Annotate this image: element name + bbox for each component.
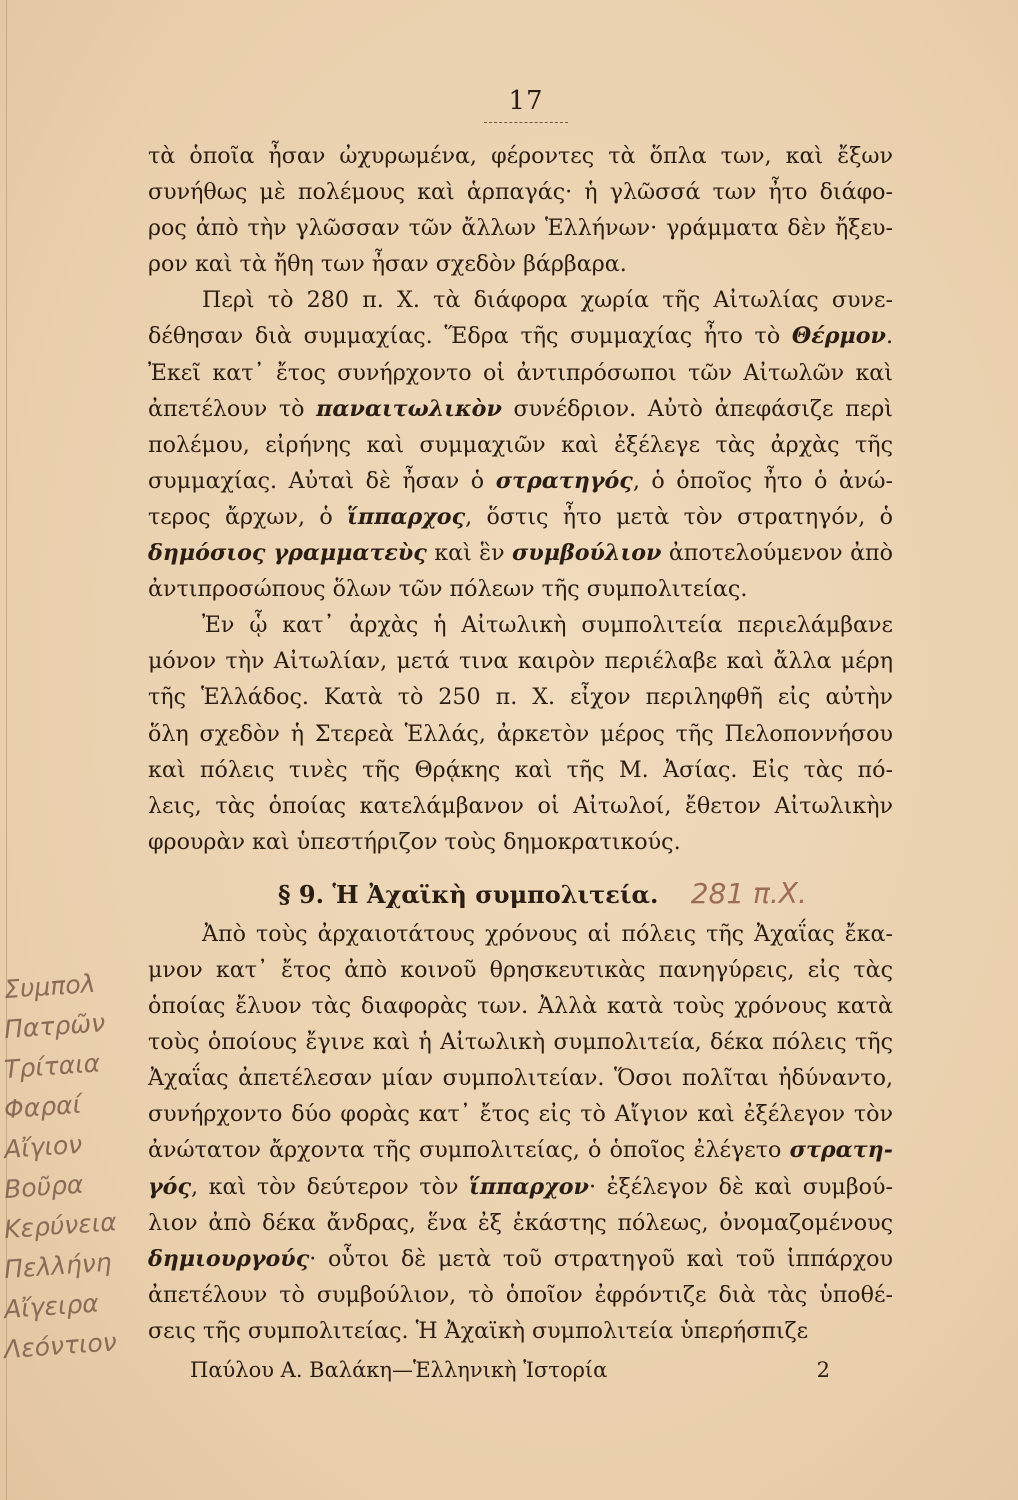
text-segment: πολέμου, εἰρήνης καὶ συμμαχιῶν καὶ ἐξέλεγε τὰς ἀρχὰς τῆς bbox=[148, 431, 893, 458]
page-footer bbox=[190, 1358, 830, 1382]
emphasized-term: στρατη- bbox=[789, 1137, 893, 1164]
text-line bbox=[148, 1132, 893, 1168]
text-line bbox=[148, 1277, 893, 1313]
paragraph-achaean-league bbox=[148, 916, 893, 1349]
emphasized-term: δημόσιος γραμματεὺς bbox=[148, 540, 427, 567]
margin-note: Πελλήνη bbox=[3, 1247, 113, 1285]
text-line bbox=[148, 282, 893, 318]
text-segment: λιον ἀπὸ δέκα ἄνδρας, ἕνα ἐξ ἑκάστης πόλεως, ὀνομαζομένους bbox=[148, 1209, 893, 1236]
text-line bbox=[148, 1024, 893, 1060]
emphasized-term: ἵππαρχον bbox=[469, 1173, 589, 1200]
text-segment: Ἀπὸ τοὺς ἀρχαιοτάτους χρόνους αἱ πόλεις τῆς Ἀχαΐας ἔκα- bbox=[202, 920, 893, 947]
margin-note: Αἴγιον bbox=[3, 1129, 84, 1165]
page-number-rule bbox=[484, 122, 568, 123]
footer-author-title: Παύλου Α. Βαλάκη—Ἑλληνικὴ Ἱστορία bbox=[190, 1358, 608, 1382]
text-segment: συμμαχίας. Αὐταὶ δὲ ἦσαν ὁ bbox=[148, 467, 496, 494]
text-segment: Περὶ τὸ 280 π. Χ. τὰ διάφορα χωρία τῆς Αἰτωλίας συνε- bbox=[202, 287, 893, 314]
margin-note: Κερύνεια bbox=[3, 1207, 118, 1245]
text-segment: · οὗτοι δὲ μετὰ τοῦ στρατηγοῦ καὶ τοῦ ἱππάρχου bbox=[309, 1245, 893, 1272]
text-line: τῆς Ἑλλάδος. Κατὰ τὸ 250 π. Χ. εἶχον περιληφθῆ εἰς αὐτὴν bbox=[148, 684, 893, 711]
text-segment: . bbox=[885, 323, 893, 350]
text-line: μόνον τὴν Αἰτωλίαν, μετά τινα καιρὸν περιέλαβε καὶ ἄλλα μέρη bbox=[148, 648, 893, 675]
text-segment: ἀποτελούμενον ἀπὸ bbox=[661, 540, 893, 567]
text-segment: , ὁ ὁποῖος ἦτο ὁ ἀνώ- bbox=[632, 467, 893, 494]
heading-handwritten-annotation: 281 π.Χ. bbox=[690, 876, 807, 910]
text-line: ὅλη σχεδὸν ἡ Στερεὰ Ἑλλάς, ἀρκετὸν μέρος τῆς Πελοποννήσου bbox=[148, 720, 893, 747]
text-line bbox=[148, 571, 893, 607]
text-line bbox=[148, 988, 893, 1024]
emphasized-term: γός bbox=[148, 1173, 191, 1200]
emphasized-term: Θέρμον bbox=[791, 323, 886, 350]
text-line: ρον καὶ τὰ ἤθη των ἦσαν σχεδὸν βάρβαρα. bbox=[148, 251, 627, 278]
text-segment: συνήρχοντο δύο φορὰς κατ᾿ ἔτος εἰς τὸ Αἴγιον καὶ ἐξέλεγον τὸν bbox=[148, 1101, 893, 1128]
text-line: φρουρὰν καὶ ὑπεστήριζον τοὺς δημοκρατικούς. bbox=[148, 828, 681, 855]
text-segment: ἀνώτατον ἄρχοντα τῆς συμπολιτείας, ὁ ὁποῖος ἐλέγετο bbox=[148, 1137, 790, 1164]
text-line bbox=[148, 1205, 893, 1241]
margin-note: Φαραί bbox=[3, 1089, 82, 1125]
text-segment: ἀπετέλουν τὸ bbox=[148, 395, 317, 422]
text-line bbox=[148, 916, 893, 952]
text-line bbox=[148, 1169, 893, 1205]
emphasized-term: παναιτωλικὸν bbox=[316, 395, 502, 422]
paragraph-aetolian-league-founding bbox=[148, 282, 893, 607]
text-line bbox=[148, 499, 893, 535]
text-line bbox=[148, 1060, 893, 1096]
margin-note: Πατρῶν bbox=[3, 1008, 107, 1045]
text-line bbox=[148, 1241, 893, 1277]
footer-signature-number: 2 bbox=[816, 1358, 830, 1382]
margin-handwritten-notes bbox=[4, 964, 179, 1364]
text-line bbox=[148, 391, 893, 427]
text-segment: σεις τῆς συμπολιτείας. Ἡ Ἀχαϊκὴ συμπολιτεία ὑπερήσπιζε bbox=[148, 1317, 809, 1344]
text-line: ρος ἀπὸ τὴν γλῶσσαν τῶν ἄλλων Ἑλλήνων· γράμματα δὲν ἤξευ- bbox=[148, 215, 893, 242]
text-line bbox=[148, 318, 893, 354]
text-line bbox=[148, 463, 893, 499]
emphasized-term: δημιουργούς bbox=[148, 1245, 310, 1272]
margin-note: Συμπολ bbox=[3, 968, 97, 1005]
text-segment: Ἀχαΐας ἀπετέλεσαν μίαν συμπολιτείαν. Ὅσοι πολῖται ἠδύναντο, bbox=[148, 1065, 893, 1092]
text-line bbox=[148, 535, 893, 571]
text-segment: τοὺς ὁποίους ἔγινε καὶ ἡ Αἰτωλικὴ συμπολιτεία, δέκα πόλεις τῆς bbox=[148, 1029, 893, 1056]
text-segment: , ὅστις ἦτο μετὰ τὸν στρατηγόν, ὁ bbox=[465, 503, 893, 530]
text-line bbox=[148, 355, 893, 391]
text-segment: τερος ἄρχων, ὁ bbox=[148, 503, 348, 530]
text-segment: καὶ ἓν bbox=[426, 540, 512, 567]
text-segment: Ἐκεῖ κατ᾿ ἔτος συνήρχοντο οἱ ἀντιπρόσωποι τῶν Αἰτωλῶν καὶ bbox=[148, 359, 893, 386]
paragraph-aetolian-expansion bbox=[148, 607, 893, 860]
paragraph-aetolian-customs bbox=[148, 138, 893, 282]
text-line: καὶ πόλεις τινὲς τῆς Θρᾴκης καὶ τῆς Μ. Ἀσίας. Εἰς τὰς πό- bbox=[148, 756, 893, 783]
text-segment: ἀπετέλουν τὸ συμβούλιον, τὸ ὁποῖον ἐφρόντιζε διὰ τὰς ὑποθέ- bbox=[148, 1281, 893, 1308]
text-line: λεις, τὰς ὁποίας κατελάμβανον οἱ Αἰτωλοί, ἔθετον Αἰτωλικὴν bbox=[148, 792, 893, 819]
text-segment: ἀντιπροσώπους ὅλων τῶν πόλεων τῆς συμπολιτείας. bbox=[148, 576, 748, 603]
margin-note: Τρίταια bbox=[3, 1048, 102, 1085]
text-line bbox=[148, 1096, 893, 1132]
emphasized-term: στρατηγός bbox=[495, 467, 633, 494]
text-segment: δέθησαν διὰ συμμαχίας. Ἕδρα τῆς συμμαχίας ἦτο τὸ bbox=[148, 323, 792, 350]
text-line bbox=[148, 952, 893, 988]
section-heading bbox=[148, 874, 893, 914]
text-segment: · ἐξέλεγον δὲ καὶ συμβού- bbox=[588, 1173, 893, 1200]
text-line: τὰ ὁποῖα ἦσαν ὠχυρωμένα, φέροντες τὰ ὅπλα των, καὶ ἔξων bbox=[148, 143, 893, 169]
emphasized-term: συμβούλιον bbox=[511, 540, 662, 567]
text-line bbox=[148, 1313, 893, 1349]
margin-note: Αἴγειρα bbox=[3, 1288, 100, 1325]
text-segment: συνέδριον. Αὐτὸ ἀπεφάσιζε περὶ bbox=[501, 395, 893, 422]
text-segment: ὁποίας ἔλυον τὰς διαφορὰς των. Ἀλλὰ κατὰ τοὺς χρόνους κατὰ bbox=[148, 993, 893, 1020]
text-line: Ἐν ᾧ κατ᾿ ἀρχὰς ἡ Αἰτωλικὴ συμπολιτεία περιελάμβανε bbox=[202, 612, 893, 639]
emphasized-term: ἵππαρχος bbox=[347, 503, 466, 530]
text-line bbox=[148, 427, 893, 463]
text-line: συνήθως μὲ πολέμους καὶ ἁρπαγάς· ἡ γλῶσσά των ἦτο διάφο- bbox=[148, 179, 893, 206]
margin-note: Λεόντιον bbox=[3, 1327, 118, 1365]
margin-note: Βοῦρα bbox=[3, 1169, 85, 1205]
body-text bbox=[148, 138, 893, 1349]
text-segment: , καὶ τὸν δεύτερον τὸν bbox=[190, 1173, 470, 1200]
section-title: § 9. Ἡ Ἀχαϊκὴ συμπολιτεία. bbox=[278, 879, 659, 909]
page-number: 17 bbox=[508, 86, 544, 116]
text-segment: μνον κατ᾿ ἔτος ἀπὸ κοινοῦ θρησκευτικὰς πανηγύρεις, εἰς τὰς bbox=[148, 956, 893, 983]
